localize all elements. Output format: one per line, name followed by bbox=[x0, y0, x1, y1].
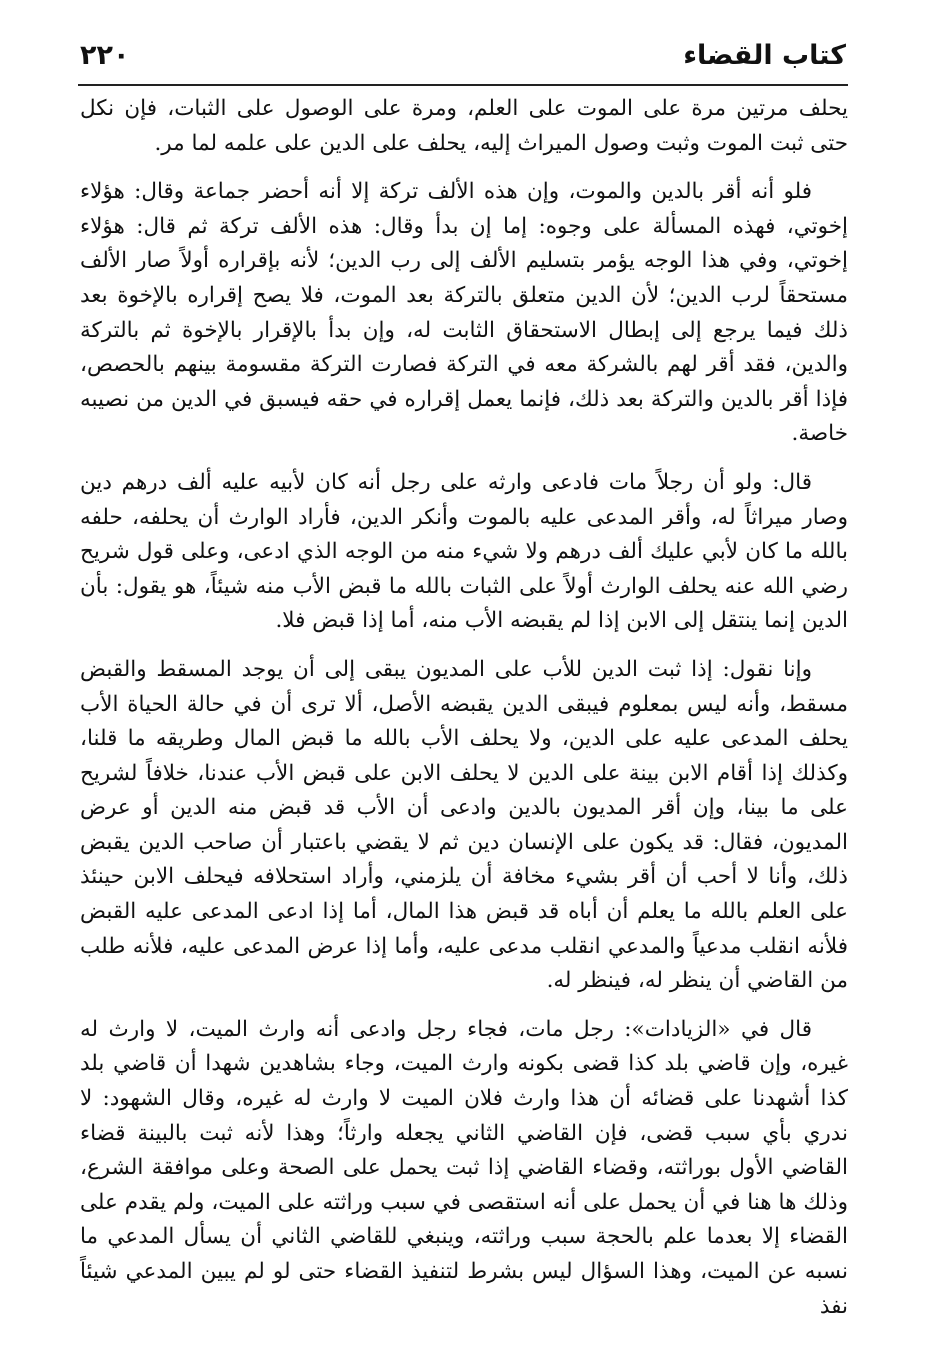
paragraph: وإنا نقول: إذا ثبت الدين للأب على المديون يبقى إلى أن يوجد المسقط والقبض مسقط، وأنه ليس بمعلوم فيبقى الدين يقبضه الأصل، ألا ترى أن في حالة الحياة الأب يحلف المدعى عليه على الدين، ولا يحلف الأب بالله ما قبض المال وطريقه ما قلنا، وكذلك إذا أقام الابن بينة على الدين لا يحلف الابن على قبض الأب عندنا، خلافاً لشريح على ما بينا، وإن أقر المديون بالدين وادعى أن الأب قد قبض منه الدين أو عرض المديون، فقال: قد يكون على الإنسان دين ثم لا يقضي باعتبار أن صاحب الدين يقبض ذلك، وأنا لا أحب أن أقر بشيء مخافة أن يلزمني، وأراد استحلافه فيحلف الابن حينئذ على العلم بالله ما يعلم أن أباه قد قبض هذا المال، أما إذا ادعى المدعى عليه القبض فلأنه انقلب مدعياً والمدعي انقلب مدعى عليه، وأما إذا عرض المدعى عليه، فلأنه طلب من القاضي أن ينظر له، فينظر له. bbox=[80, 656, 848, 994]
paragraph: فلو أنه أقر بالدين والموت، وإن هذه الألف تركة إلا أنه أحضر جماعة وقال: هؤلاء إخوتي، فهذه المسألة على وجوه: إما إن بدأ وقال: هذه الألف تركة ثم قال: هؤلاء إخوتي، وفي هذا الوجه يؤمر بتسليم الألف إلى رب الدين؛ لأنه بإقراره أولاً صار الألف مستحقاً لرب الدين؛ لأن الدين متعلق بالتركة بعد الموت، فلا يصح إقراره بالإخوة بعد ذلك فيما يرجع إلى إبطال الاستحقاق الثابت له، وإن بدأ بالإقرار بالإخوة ثم بالتركة والدين، فقد أقر لهم بالشركة معه في التركة فصارت التركة مقسومة بينهم بالحصص، فإذا أقر بالدين والتركة بعد ذلك، فإنما يعمل إقراره في حقه فيسبق في الدين من نصيبه خاصة. bbox=[80, 179, 848, 447]
paragraph: قال: ولو أن رجلاً مات فادعى وارثه على رجل أنه كان لأبيه عليه ألف درهم دين وصار ميراثاً له، وأقر المدعى عليه بالموت وأنكر الدين، فأراد الوارث أن يحلفه، حلفه بالله ما كان لأبي عليك ألف درهم ولا شيء منه من الوجه الذي ادعى، وعلى قول شريح رضي الله عنه يحلف الوارث أولاً على الثبات بالله ما قبض الأب منه شيئاً، هو يقول: بأن الدين إنما ينتقل إلى الابن إذا لم يقبضه الأب منه، أما إذا قبض فلا. bbox=[80, 469, 848, 634]
page-header bbox=[80, 36, 846, 82]
paragraph: قال في «الزيادات»: رجل مات، فجاء رجل وادعى أنه وارث الميت، لا وارث له غيره، وإن قاضي بلد كذا قضى بكونه وارث الميت، وجاء بشاهدين شهدا أن قاضي بلد كذا أشهدنا على قضائه أن هذا وارث فلان الميت لا وارث له غيره، وقال الشهود: لا ندري بأي سبب قضى، فإن القاضي الثاني يجعله وارثاً؛ وهذا لأنه ثبت بالبينة قضاء القاضي الأول بوراثته، وقضاء القاضي إذا ثبت يحمل على الصحة وعلى موافقة الشرع، وذلك ها هنا في أن يحمل على أنه استقصى في سبب وراثته على الميت، ولم يقدم على القضاء إلا بعدما علم بالحجة سبب وراثته، وينبغي للقاضي الثاني أن يسأل المدعي ما نسبه عن الميت، وهذا السؤال ليس بشرط لتنفيذ القضاء حتى لو لم يبين المدعي شيئاً نفذ bbox=[80, 1016, 848, 1319]
body-text bbox=[80, 92, 848, 1338]
paragraph: يحلف مرتين مرة على الموت على العلم، ومرة على الوصول على الثبات، فإن نكل حتى ثبت الموت وثبت وصول الميراث إليه، يحلف على الدين على علمه لما مر. bbox=[80, 96, 848, 156]
book-title: كتاب القضاء bbox=[683, 40, 846, 71]
header-divider bbox=[78, 84, 848, 86]
page-number: ٢٢٠ bbox=[80, 40, 130, 71]
